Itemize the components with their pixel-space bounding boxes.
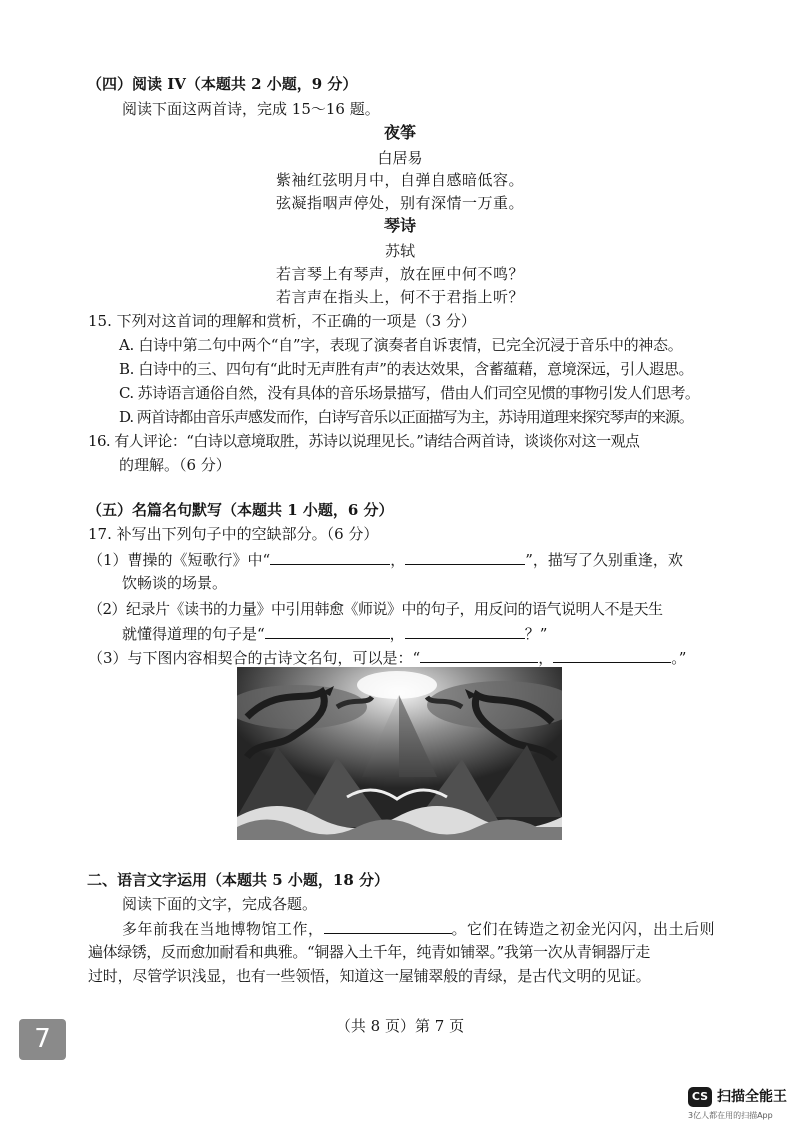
poem1-author: 白居易 [377, 149, 423, 167]
answer-blank[interactable] [553, 647, 671, 663]
q17-item1-comma: ， [390, 551, 406, 569]
q17-item2-line1: （2）纪录片《读书的力量》中引用韩愈《师说》中的句子，用反问的语气说明人不是天生 [88, 600, 663, 618]
q17-item3-post: 。” [671, 649, 687, 667]
q17-item1 [88, 549, 683, 570]
q17-item1-post: ”，描写了久别重逢，欢 [525, 551, 683, 569]
q17-item1-cont: 饮畅谈的场景。 [122, 574, 228, 592]
part2-intro: 阅读下面的文字，完成各题。 [122, 895, 318, 913]
camscanner-logo-icon: CS [688, 1087, 712, 1107]
answer-blank[interactable] [405, 549, 525, 565]
q16-line1: 16. 有人评论：“白诗以意境取胜，苏诗以说理见长。”请结合两首诗，谈谈你对这一观点 [88, 432, 640, 450]
poem1-title: 夜筝 [383, 123, 416, 142]
q15-option-c: C. 苏诗语言通俗自然，没有具体的音乐场景描写，借由人们司空见惯的事物引发人们思考。 [119, 384, 700, 402]
section5-heading: （五）名篇名句默写（本题共 1 小题，6 分） [87, 501, 394, 519]
answer-blank[interactable] [265, 623, 390, 639]
part2-p1-post: 。它们在铸造之初金光闪闪，出土后则 [451, 920, 716, 938]
q15-option-b: B. 白诗中的三、四句有“此时无声胜有声”的表达效果，含蓄蕴藉，意境深远，引人遐思。 [119, 360, 694, 378]
section4-intro: 阅读下面这两首诗，完成 15～16 题。 [122, 100, 380, 118]
part2-heading: 二、语言文字运用（本题共 5 小题，18 分） [87, 871, 389, 889]
page-number-badge: 7 [19, 1019, 66, 1060]
q17-item1-pre: （1）曹操的《短歌行》中“ [88, 551, 271, 569]
watermark-tagline: 3亿人都在用的扫描App [688, 1111, 773, 1120]
q17-item2-post: ？” [524, 625, 548, 643]
poem2-line1: 若言琴上有琴声，放在匣中何不鸣？ [275, 265, 524, 283]
q15-stem: 15. 下列对这首词的理解和赏析，不正确的一项是（3 分） [88, 312, 476, 330]
part2-p1-pre: 多年前我在当地博物馆工作， [122, 920, 324, 938]
q17-item3-comma: ， [538, 649, 554, 667]
part2-paragraph-line3: 过时，尽管学识浅显，也有一些领悟，知道这一屋铺翠般的青绿，是古代文明的见证。 [88, 967, 651, 985]
poem2-author: 苏轼 [384, 242, 415, 260]
answer-blank[interactable] [405, 623, 525, 639]
q17-item3-pre: （3）与下图内容相契合的古诗文名句，可以是：“ [88, 649, 421, 667]
poem1-line1: 紫袖红弦明月中，自弹自感暗低容。 [275, 171, 524, 189]
answer-blank[interactable] [270, 549, 390, 565]
q16-line2: 的理解。（6 分） [119, 456, 231, 474]
poem2-line2: 若言声在指头上，何不于君指上听？ [275, 288, 524, 306]
q17-item2-line2 [122, 623, 547, 644]
part2-paragraph-line2: 遍体绿锈，反而愈加耐看和典雅。“铜器入土千年，纯青如铺翠。”我第一次从青铜器厅走 [88, 943, 650, 961]
q15-option-d: D. 两首诗都由音乐声感发而作，白诗写音乐以正面描写为主，苏诗用道理来探究琴声的来源。 [119, 408, 693, 426]
section4-heading: （四）阅读 IV（本题共 2 小题，9 分） [87, 75, 358, 93]
q17-item2-pre: 就懂得道理的句子是“ [122, 625, 265, 643]
poem1-line2: 弦凝指咽声停处，别有深情一万重。 [275, 194, 524, 212]
painting-graphic [237, 667, 562, 840]
dragon-mountain-painting [237, 667, 562, 840]
poem2-title: 琴诗 [383, 216, 416, 235]
answer-blank[interactable] [420, 647, 538, 663]
q17-stem: 17. 补写出下列句子中的空缺部分。（6 分） [88, 525, 379, 543]
q15-option-a: A. 白诗中第二句中两个“自”字，表现了演奏者自诉衷情，已完全沉浸于音乐中的神态。 [119, 336, 683, 354]
q17-item3 [88, 647, 686, 668]
part2-paragraph-line1 [122, 918, 715, 939]
page-footer: （共 8 页）第 7 页 [335, 1017, 465, 1035]
answer-blank[interactable] [324, 918, 452, 934]
q17-item2-comma: ， [389, 625, 405, 643]
watermark-app-name: 扫描全能王 [717, 1089, 787, 1105]
